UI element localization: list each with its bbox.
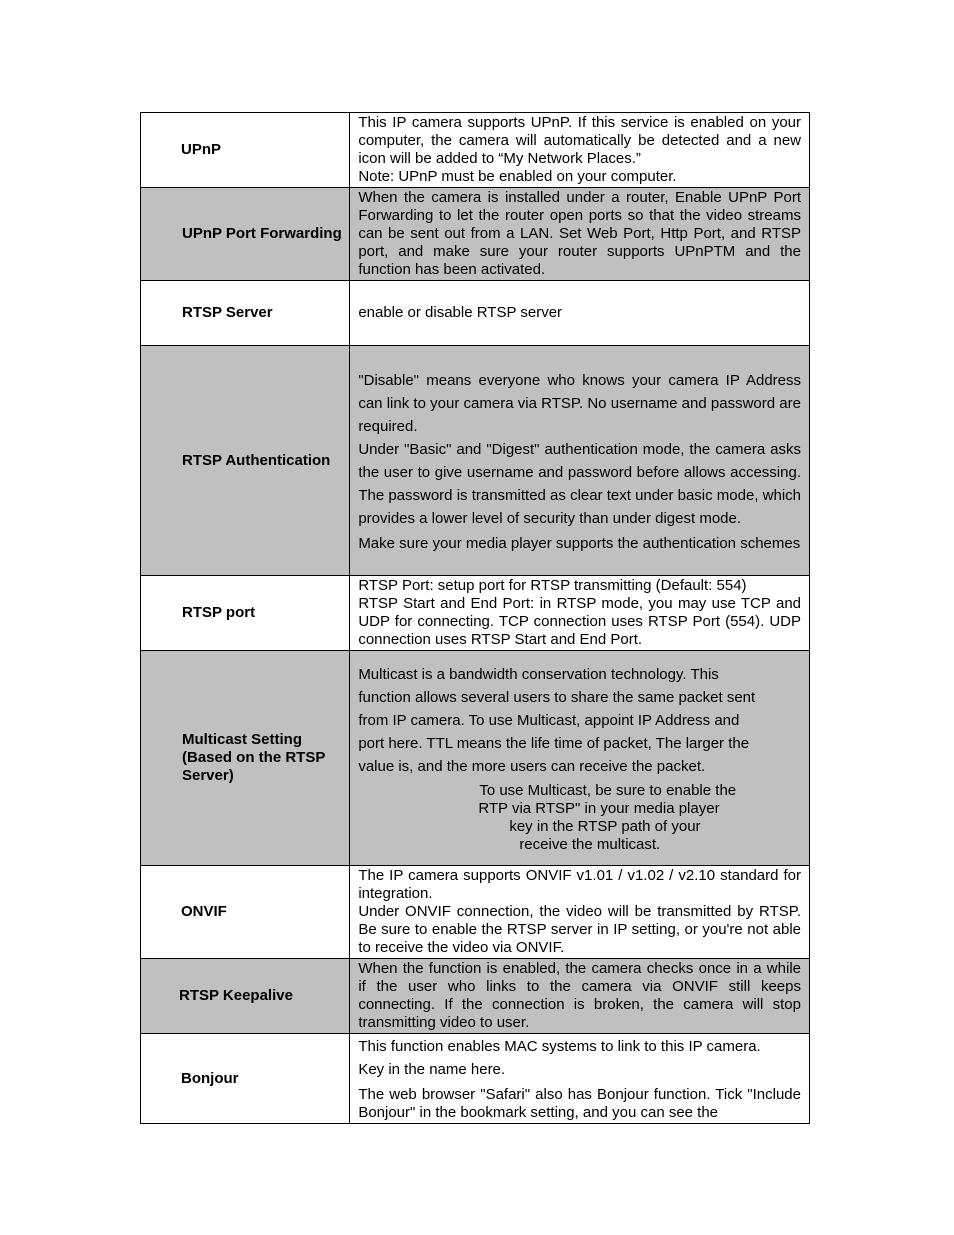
- setting-description-cell: [350, 959, 810, 1034]
- description-paragraph: Make sure your media player supports the authentication schemes: [358, 534, 801, 552]
- description-paragraph: This IP camera supports UPnP. If this service is enabled on your computer, the camera will automatically be detected and a new icon will be added to “My Network Places.”: [358, 114, 801, 167]
- table-row: [141, 188, 810, 281]
- description-paragraph: Under "Basic" and "Digest" authentication mode, the camera asks the user to give username and password before allows accessing. The password is transmitted as clear text under basic mode, which provides a lower level of security than under digest mode.: [358, 440, 802, 527]
- setting-label: RTSP port: [182, 604, 256, 621]
- setting-label: Bonjour: [181, 1069, 239, 1087]
- multicast-fragment: [358, 782, 801, 854]
- description-paragraph: When the camera is installed under a router, Enable UPnP Port Forwarding to let the router open ports so that the video streams can be sent out from a LAN. Set Web Port, Http Port, and RTSP port, and make sure your router supports UPnPTM and the function has been activated.: [358, 189, 801, 278]
- setting-label-cell: [141, 281, 350, 346]
- fragment-line: RTP via RTSP" in your media player: [478, 799, 720, 817]
- setting-label-cell: [141, 113, 350, 188]
- description-paragraph: Key in the name here.: [358, 1061, 506, 1078]
- description-paragraph: Under ONVIF connection, the video will be transmitted by RTSP. Be sure to enable the RTSP server in IP setting, or you're not able to receive the video via ONVIF.: [358, 903, 801, 956]
- setting-label: RTSP Server: [182, 304, 273, 321]
- setting-label-cell: [141, 866, 350, 959]
- setting-description-cell: [350, 651, 810, 866]
- table-row: [141, 346, 810, 576]
- setting-label-cell: [141, 1034, 350, 1124]
- table-row: [141, 866, 810, 959]
- table-row: [141, 959, 810, 1034]
- description-paragraph: RTSP Port: setup port for RTSP transmitting (Default: 554): [358, 577, 747, 594]
- setting-label: Multicast Setting (Based on the RTSP Server): [182, 731, 326, 784]
- description-paragraph: RTSP Start and End Port: in RTSP mode, you may use TCP and UDP for connecting. TCP connection uses RTSP Port (554). UDP connection uses RTSP Start and End Port.: [358, 595, 801, 648]
- description-paragraph: Multicast is a bandwidth conservation technology. This function allows several users to share the same packet sent from IP camera. To use Multicast, appoint IP Address and port here. TTL means the life time of packet, The larger the value is, and the more users can receive the packet.: [358, 665, 756, 775]
- setting-description-cell: [350, 113, 810, 188]
- description-paragraph: "Disable" means everyone who knows your camera IP Address can link to your camera via RTSP. No username and password are required.: [358, 371, 801, 435]
- setting-description-cell: [350, 576, 810, 651]
- description-paragraph: Note: UPnP must be enabled on your computer.: [358, 168, 677, 185]
- table-row: [141, 113, 810, 188]
- setting-label-cell: [141, 576, 350, 651]
- fragment-line: key in the RTSP path of your: [509, 817, 701, 835]
- description-paragraph: The IP camera supports ONVIF v1.01 / v1.02 / v2.10 standard for integration.: [358, 867, 801, 902]
- setting-description-cell: [350, 281, 810, 346]
- setting-label-cell: [141, 188, 350, 281]
- setting-label: UPnP: [181, 141, 222, 158]
- description-paragraph: enable or disable RTSP server: [358, 304, 563, 321]
- table-row: [141, 281, 810, 346]
- setting-label-cell: [141, 346, 350, 576]
- setting-description-cell: [350, 346, 810, 576]
- setting-description-cell: [350, 188, 810, 281]
- fragment-line: receive the multicast.: [519, 835, 661, 853]
- setting-description-cell: [350, 1034, 810, 1124]
- table-row: [141, 1034, 810, 1124]
- setting-label: UPnP Port Forwarding: [182, 225, 342, 242]
- setting-label-cell: [141, 651, 350, 866]
- setting-label: RTSP Keepalive: [179, 987, 293, 1004]
- description-paragraph: When the function is enabled, the camera checks once in a while if the user who links to the camera via ONVIF still keeps connecting. If the connection is broken, the camera will stop transmitting video to user.: [358, 960, 801, 1031]
- description-paragraph: The web browser "Safari" also has Bonjour function. Tick "Include Bonjour" in the bookmark setting, and you can see the: [358, 1086, 801, 1121]
- table-row: [141, 651, 810, 866]
- setting-label-cell: [141, 959, 350, 1034]
- setting-description-cell: [350, 866, 810, 959]
- setting-label: RTSP Authentication: [182, 451, 331, 469]
- fragment-line: To use Multicast, be sure to enable the: [479, 781, 737, 799]
- table-row: [141, 576, 810, 651]
- settings-table: [140, 112, 810, 1124]
- setting-label: ONVIF: [181, 903, 227, 920]
- description-paragraph: This function enables MAC systems to link to this IP camera.: [358, 1038, 761, 1055]
